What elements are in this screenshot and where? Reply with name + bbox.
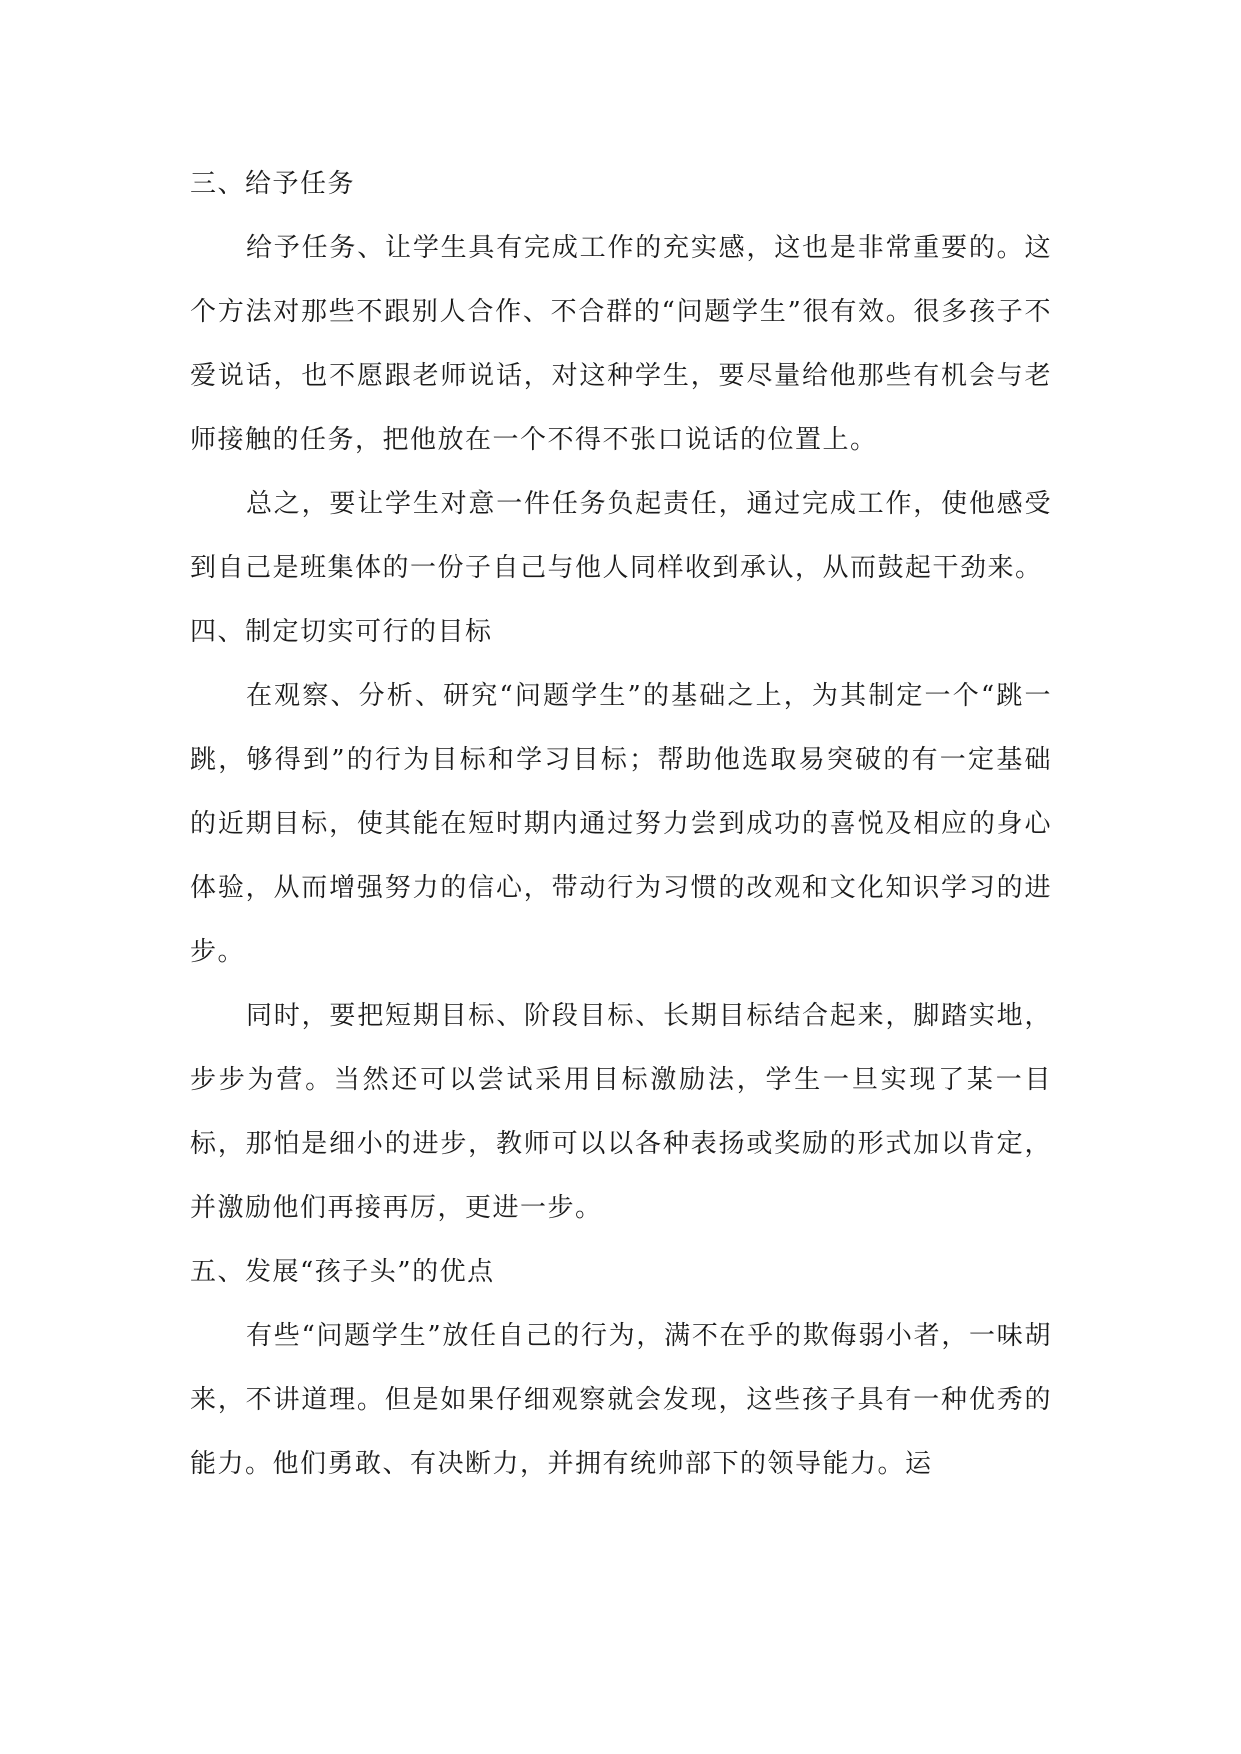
section-heading: 五、发展“孩子头”的优点	[190, 1257, 495, 1287]
body-paragraph: 同时，要把短期目标、阶段目标、长期目标结合起来，脚踏实地，步步为营。当然还可以尝试采用目标激励法，学生一旦实现了某一目标，那怕是细小的进步，教师可以以各种表扬或奖励的形式加以肯定，并激励他们再接再厉，更进一步。	[190, 1001, 1052, 1223]
section-develop-strengths	[190, 1240, 1052, 1496]
body-paragraph: 在观察、分析、研究“问题学生”的基础之上，为其制定一个“跳一跳，够得到”的行为目标和学习目标；帮助他选取易突破的有一定基础的近期目标，使其能在短时期内通过努力尝到成功的喜悦及相应的身心体验，从而增强努力的信心，带动行为习惯的改观和文化知识学习的进步。	[190, 681, 1052, 967]
document-body	[190, 152, 1052, 1496]
section-set-goals	[190, 600, 1052, 1240]
section-heading: 四、制定切实可行的目标	[190, 617, 493, 647]
body-paragraph: 总之，要让学生对意一件任务负起责任，通过完成工作，使他感受到自己是班集体的一份子自己与他人同样收到承认，从而鼓起干劲来。	[190, 489, 1052, 583]
section-give-tasks	[190, 152, 1052, 600]
section-heading: 三、给予任务	[190, 169, 356, 199]
body-paragraph: 有些“问题学生”放任自己的行为，满不在乎的欺侮弱小者，一味胡来，不讲道理。但是如果仔细观察就会发现，这些孩子具有一种优秀的能力。他们勇敢、有决断力，并拥有统帅部下的领导能力。运	[190, 1321, 1052, 1479]
body-paragraph: 给予任务、让学生具有完成工作的充实感，这也是非常重要的。这个方法对那些不跟别人合作、不合群的“问题学生”很有效。很多孩子不爱说话，也不愿跟老师说话，对这种学生，要尽量给他那些有机会与老师接触的任务，把他放在一个不得不张口说话的位置上。	[190, 233, 1052, 455]
